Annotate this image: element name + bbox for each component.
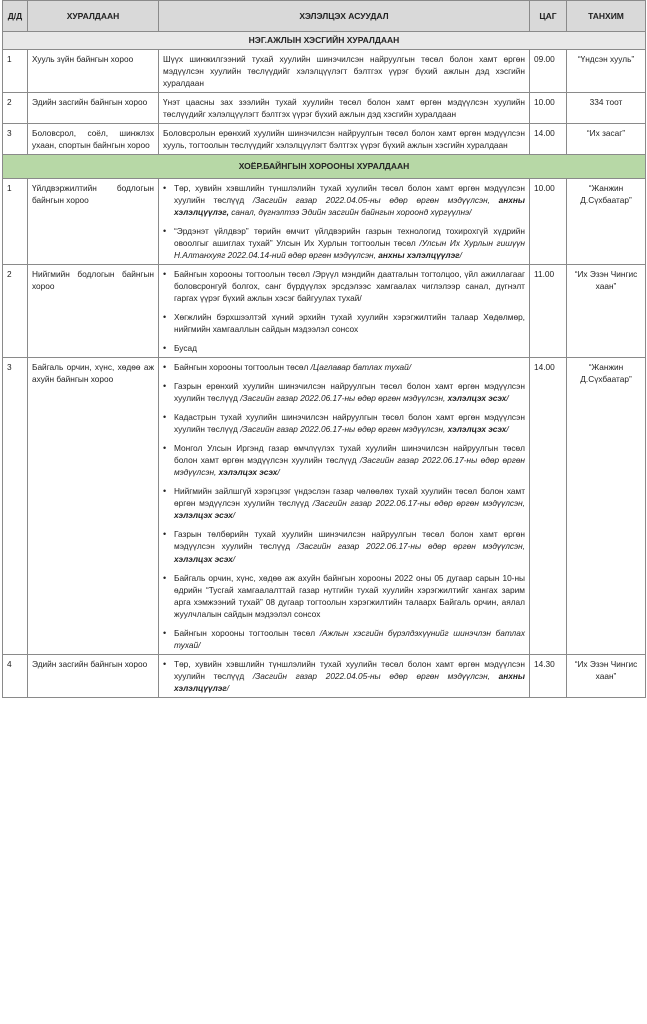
- meeting-room: “Их Эзэн Чингис хаан”: [567, 265, 646, 358]
- agenda-item: • Кадастрын тухай хуулийн шинэчилсэн найруулгын төсөл болон хамт өргөн мэдүүлсэн хуулийн төслүүд /Засгийн газар 2022.06.17-ны өдөр өргөн мэдүүлсэн, хэлэлцэх эсэх/: [163, 411, 525, 435]
- row-number: 2: [3, 265, 28, 358]
- agenda-list: [163, 268, 525, 354]
- meeting-room: “Үндсэн хууль”: [567, 50, 646, 93]
- agenda-cell: [159, 358, 530, 654]
- meeting-room: “Их засаг”: [567, 124, 646, 155]
- header-time: ЦАГ: [530, 1, 567, 32]
- meeting-room: “Жанжин Д.Сүхбаатар”: [567, 179, 646, 265]
- agenda-item: • Газрын төлбөрийн тухай хуулийн шинэчилсэн найруулгын төсөл болон хамт өргөн мэдүүлсэн хуулийн төслүүд /Засгийн газар 2022.06.17-ны өдөр өргөн мэдүүлсэн, хэлэлцэх эсэх/: [163, 528, 525, 564]
- committee-name: Эдийн засгийн байнгын хороо: [28, 93, 159, 124]
- agenda-text: Шүүх шинжилгээний тухай хуулийн шинэчилсэн найруулгын төсөл болон хамт өргөн мэдүүлсэн хуулийн төслүүдийг хэлэлцүүлэгт бэлтгэх үүрэг бүхий ажлын дэд хэсгийн хуралдаан: [159, 50, 530, 93]
- header-room: ТАНХИМ: [567, 1, 646, 32]
- meeting-time: 14.30: [530, 654, 567, 697]
- agenda-item: • Байнгын хорооны тогтоолын төсөл /Ажлын хэсгийн бүрэлдэхүүнийг шинэчлэн батлах тухай/: [163, 627, 525, 651]
- meeting-time: 09.00: [530, 50, 567, 93]
- agenda-item: • Байгаль орчин, хүнс, хөдөө аж ахуйн байнгын хорооны 2022 оны 05 дугаар сарын 10-ны өдрийн “Тусгай хамгаалалттай газар нутгийн тухай хуулийн хэрэгжилтийг хангах зарим арга хэмжээний тухай” 08 дугаар тогтоолын хэрэгжилтийн талаарх Байгаль орчин, аялал жуулчлалын сайдын мэдээлэл сонсох: [163, 572, 525, 620]
- row-number: 1: [3, 179, 28, 265]
- table-row: [3, 358, 646, 654]
- section-heading: НЭГ.АЖЛЫН ХЭСГИЙН ХУРАЛДААН: [3, 32, 646, 50]
- agenda-item: • Газрын ерөнхий хуулийн шинэчилсэн найруулгын төсөл болон хамт өргөн мэдүүлсэн хуулийн төслүүд /Засгийн газар 2022.06.17-ны өдөр өргөн мэдүүлсэн, хэлэлцэх эсэх/: [163, 380, 525, 404]
- row-number: 3: [3, 124, 28, 155]
- meeting-time: 11.00: [530, 265, 567, 358]
- header-topic: ХЭЛЭЛЦЭХ АСУУДАЛ: [159, 1, 530, 32]
- agenda-text: Боловсролын ерөнхий хуулийн шинэчилсэн найруулгын төсөл болон хамт өргөн мэдүүлсэн хууль, тогтоолын төслүүдийг хэлэлцүүлэгт бэлтгэх үүрэг бүхий ажлын хэсгийн хуралдаан: [159, 124, 530, 155]
- agenda-item: • Монгол Улсын Иргэнд газар өмчлүүлэх тухай хуулийн шинэчилсэн найруулгын төсөл болон хамт өргөн мэдүүлсэн хуулийн төслүүд /Засгийн газар 2022.06.17-ны өдөр өргөн мэдүүлсэн, хэлэлцэх эсэх/: [163, 442, 525, 478]
- table-header-row: [3, 1, 646, 32]
- meeting-time: 14.00: [530, 358, 567, 654]
- agenda-list: [163, 361, 525, 650]
- row-number: 2: [3, 93, 28, 124]
- committee-name: Эдийн засгийн байнгын хороо: [28, 654, 159, 697]
- committee-name: Байгаль орчин, хүнс, хөдөө аж ахуйн байнгын хороо: [28, 358, 159, 654]
- agenda-text: Үнэт цаасны зах зээлийн тухай хуулийн төсөл болон хамт өргөн мэдүүлсэн хуулийн төслүүдийг хэлэлцүүлэгт бэлтгэх үүрэг бүхий ажлын дэд хэсгийн хуралдаан: [159, 93, 530, 124]
- agenda-item: • Байнгын хорооны тогтоолын төсөл /Цаглавар батлах тухай/: [163, 361, 525, 373]
- header-num: Д/Д: [3, 1, 28, 32]
- table-row: [3, 50, 646, 93]
- table-row: [3, 265, 646, 358]
- schedule-table: [2, 0, 646, 698]
- row-number: 3: [3, 358, 28, 654]
- row-number: 4: [3, 654, 28, 697]
- committee-name: Хууль зүйн байнгын хороо: [28, 50, 159, 93]
- table-row: [3, 654, 646, 697]
- agenda-cell: [159, 265, 530, 358]
- section-heading-row: [3, 155, 646, 179]
- header-committee: ХУРАЛДААН: [28, 1, 159, 32]
- agenda-item: • Төр, хувийн хэвшлийн түншлэлийн тухай хуулийн төсөл болон хамт өргөн мэдүүлсэн хуулийн төслүүд /Засгийн газар 2022.04.05-ны өдөр өргөн мэдүүлсэн, анхны хэлэлцүүлэг, санал, дүгнэлтээ Эдийн засгийн байнгын хороонд хүргүүлнэ/: [163, 182, 525, 218]
- agenda-list: [163, 658, 525, 694]
- agenda-item: • Бусад: [163, 342, 525, 354]
- table-row: [3, 124, 646, 155]
- agenda-item: • Нийгмийн зайлшгүй хэрэгцээг үндэслэн газар чөлөөлөх тухай хуулийн төсөл болон хамт өргөн мэдүүлсэн хуулийн төслүүд /Засгийн газар 2022.06.17-ны өдөр өргөн мэдүүлсэн, хэлэлцэх эсэх/: [163, 485, 525, 521]
- meeting-room: “Их Эзэн Чингис хаан”: [567, 654, 646, 697]
- table-row: [3, 93, 646, 124]
- section-heading: ХОЁР.БАЙНГЫН ХОРООНЫ ХУРАЛДААН: [3, 155, 646, 179]
- meeting-room: 334 тоот: [567, 93, 646, 124]
- table-row: [3, 179, 646, 265]
- committee-name: Нийгмийн бодлогын байнгын хороо: [28, 265, 159, 358]
- meeting-time: 10.00: [530, 179, 567, 265]
- committee-name: Боловсрол, соёл, шинжлэх ухаан, спортын байнгын хороо: [28, 124, 159, 155]
- row-number: 1: [3, 50, 28, 93]
- meeting-time: 14.00: [530, 124, 567, 155]
- agenda-item: • Байнгын хорооны тогтоолын төсөл /Эрүүл мэндийн даатгалын тогтолцоо, үйл ажиллагааг боловсронгуй болгох, санг бүрдүүлэх эрсдэлээс хамгаалах чиглэлээр санал, дүгнэлт гаргах үүрэг бүхий ажлын хэсэг байгуулах тухай/: [163, 268, 525, 304]
- meeting-room: “Жанжин Д.Сүхбаатар”: [567, 358, 646, 654]
- meeting-time: 10.00: [530, 93, 567, 124]
- agenda-list: [163, 182, 525, 261]
- agenda-item: • Хөгжлийн бэрхшээлтэй хүний эрхийн тухай хуулийн хэрэгжилтийн талаар Хөдөлмөр, нийгмийн хамгааллын сайдын мэдээлэл сонсох: [163, 311, 525, 335]
- agenda-item: • “Эрдэнэт үйлдвэр” төрийн өмчит үйлдвэрийн газрын технологид тохирохгүй хүдрийн овоолгыг ашиглах тухай” Улсын Их Хурлын тогтоолын төсөл /Улсын Их Хурлын гишүүн Н.Алтанхуяг 2022.04.14-ний өдөр өргөн мэдүүлсэн, анхны хэлэлцүүлэг/: [163, 225, 525, 261]
- agenda-cell: [159, 179, 530, 265]
- committee-name: Үйлдвэржилтийн бодлогын байнгын хороо: [28, 179, 159, 265]
- agenda-item: • Төр, хувийн хэвшлийн түншлэлийн тухай хуулийн төсөл болон хамт өргөн мэдүүлсэн хуулийн төслүүд /Засгийн газар 2022.04.05-ны өдөр өргөн мэдүүлсэн, анхны хэлэлцүүлэг/: [163, 658, 525, 694]
- agenda-cell: [159, 654, 530, 697]
- section-heading-row: [3, 32, 646, 50]
